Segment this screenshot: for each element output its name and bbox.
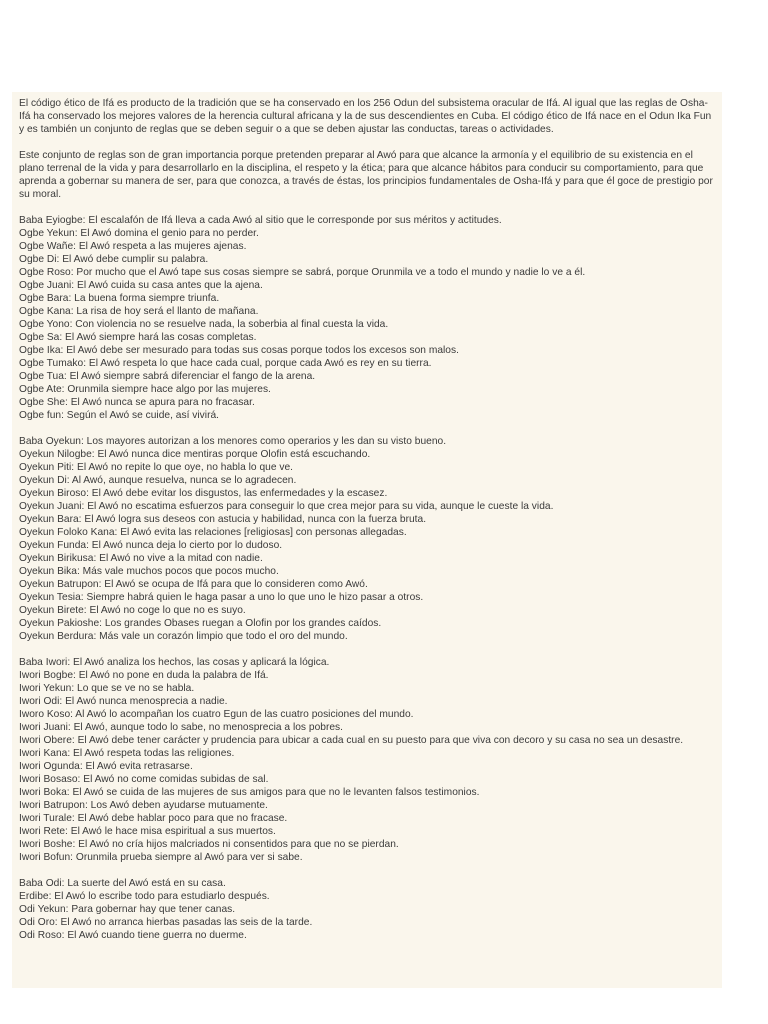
rule-line: Oyekun Piti: El Awó no repite lo que oye, no habla lo que ve.: [19, 462, 294, 473]
rule-line: Oyekun Nilogbe: El Awó nunca dice mentiras porque Olofin está escuchando.: [19, 449, 371, 460]
rule-line: Ogbe Tua: El Awó siempre sabrá diferenciar el fango de la arena.: [19, 371, 316, 382]
rule-line: Iwori Obere: El Awó debe tener carácter y prudencia para ubicar a cada cual en su puesto para que viva con decoro y su casa no sea un desastre.: [19, 735, 684, 746]
rule-line: Oyekun Juani: El Awó no escatima esfuerzos para conseguir lo que crea mejor para su vida, aunque le cueste la vida.: [19, 501, 554, 512]
rule-line: Ogbe Yono: Con violencia no se resuelve nada, la soberbia al final cuesta la vida.: [19, 319, 389, 330]
rule-line: Ogbe Tumako: El Awó respeta lo que hace cada cual, porque cada Awó es rey en su tierra.: [19, 358, 432, 369]
rule-line: Oyekun Tesia: Siempre habrá quien le haga pasar a uno lo que uno le hizo pasar a otros.: [19, 592, 424, 603]
rule-line: Iwori Yekun: Lo que se ve no se habla.: [19, 683, 195, 694]
rule-line: Iwori Juani: El Awó, aunque todo lo sabe, no menosprecia a los pobres.: [19, 722, 344, 733]
rule-line: Ogbe Juani: El Awó cuida su casa antes que la ajena.: [19, 280, 263, 291]
rule-line: Oyekun Di: Al Awó, aunque resuelva, nunca se lo agradecen.: [19, 475, 297, 486]
rule-line: Iwori Boshe: El Awó no cría hijos malcriados ni consentidos para que no se pierdan.: [19, 839, 399, 850]
rule-line: Baba Odi: La suerte del Awó está en su casa.: [19, 878, 226, 889]
rule-line: Oyekun Berdura: Más vale un corazón limpio que todo el oro del mundo.: [19, 631, 348, 642]
rule-line: Baba Eyiogbe: El escalafón de Ifá lleva a cada Awó al sitio que le corresponde por sus méritos y actitudes.: [19, 215, 502, 226]
rule-line: Oyekun Birikusa: El Awó no vive a la mitad con nadie.: [19, 553, 263, 564]
rule-line: Iwori Odi: El Awó nunca menosprecia a nadie.: [19, 696, 228, 707]
rule-line: Oyekun Birete: El Awó no coge lo que no es suyo.: [19, 605, 246, 616]
rule-line: Iwori Rete: El Awó le hace misa espiritual a sus muertos.: [19, 826, 276, 837]
rule-line: Ogbe Bara: La buena forma siempre triunfa.: [19, 293, 220, 304]
rule-line: Iwori Ogunda: El Awó evita retrasarse.: [19, 761, 193, 772]
odun-section-iwori: [19, 656, 715, 864]
rule-line: Odi Oro: El Awó no arranca hierbas pasadas las seis de la tarde.: [19, 917, 313, 928]
odun-section-odi: [19, 877, 715, 942]
rule-line: Iwori Boka: El Awó se cuida de las mujeres de sus amigos para que no le levanten falsos testimonios.: [19, 787, 480, 798]
rule-line: Oyekun Bara: El Awó logra sus deseos con astucia y habilidad, nunca con la fuerza bruta.: [19, 514, 427, 525]
odun-section-ogbe: [19, 214, 715, 422]
rule-line: Odi Roso: El Awó cuando tiene guerra no duerme.: [19, 930, 247, 941]
rule-line: Iwori Batrupon: Los Awó deben ayudarse mutuamente.: [19, 800, 268, 811]
rule-line: Ogbe Sa: El Awó siempre hará las cosas completas.: [19, 332, 257, 343]
rule-line: Ogbe Ate: Orunmila siempre hace algo por las mujeres.: [19, 384, 271, 395]
rule-line: Oyekun Foloko Kana: El Awó evita las relaciones [religiosas] con personas allegadas.: [19, 527, 407, 538]
rule-line: Ogbe Kana: La risa de hoy será el llanto de mañana.: [19, 306, 259, 317]
rule-line: Iwori Bofun: Orunmila prueba siempre al Awó para ver si sabe.: [19, 852, 303, 863]
rule-line: Iwori Bosaso: El Awó no come comidas subidas de sal.: [19, 774, 269, 785]
rule-line: Oyekun Pakioshe: Los grandes Obases ruegan a Olofin por los grandes caídos.: [19, 618, 382, 629]
rule-line: Ogbe Ika: El Awó debe ser mesurado para todas sus cosas porque todos los excesos son malos.: [19, 345, 459, 356]
rule-line: Baba Oyekun: Los mayores autorizan a los menores como operarios y les dan su visto bueno.: [19, 436, 447, 447]
rule-line: Oyekun Bika: Más vale muchos pocos que pocos mucho.: [19, 566, 279, 577]
rule-line: Ogbe Yekun: El Awó domina el genio para no perder.: [19, 228, 259, 239]
rule-line: Oyekun Batrupon: El Awó se ocupa de Ifá para que lo consideren como Awó.: [19, 579, 368, 590]
document-body: [19, 97, 715, 942]
rule-line: Iwori Kana: El Awó respeta todas las religiones.: [19, 748, 235, 759]
rule-line: Oyekun Funda: El Awó nunca deja lo cierto por lo dudoso.: [19, 540, 283, 551]
rule-line: Odi Yekun: Para gobernar hay que tener canas.: [19, 904, 236, 915]
rule-line: Ogbe Di: El Awó debe cumplir su palabra.: [19, 254, 209, 265]
rule-line: Iworo Koso: Al Awó lo acompañan los cuatro Egun de las cuatro posiciones del mundo.: [19, 709, 414, 720]
intro-paragraph: Este conjunto de reglas son de gran importancia porque pretenden preparar al Awó para que alcance la armonía y el equilibrio de su existencia en el plano terrenal de la vida y para desarrollarlo en la disciplina, el respeto y la ética; para que alcance hábitos para conducir su comportamiento, para que aprenda a gobernar su manera de ser, para que conozca, a través de éstas, los principios fundamentales de Osha-Ifá y para que él goce de prestigio por su moral.: [19, 150, 713, 200]
rule-line: Oyekun Biroso: El Awó debe evitar los disgustos, las enfermedades y la escasez.: [19, 488, 388, 499]
rule-line: Ogbe She: El Awó nunca se apura para no fracasar.: [19, 397, 255, 408]
rule-line: Ogbe Wañe: El Awó respeta a las mujeres ajenas.: [19, 241, 247, 252]
rule-line: Erdibe: El Awó lo escribe todo para estudiarlo después.: [19, 891, 270, 902]
document-page: [12, 92, 722, 988]
rule-line: Iwori Turale: El Awó debe hablar poco para que no fracase.: [19, 813, 288, 824]
rule-line: Iwori Bogbe: El Awó no pone en duda la palabra de Ifá.: [19, 670, 269, 681]
rule-line: Baba Iwori: El Awó analiza los hechos, las cosas y aplicará la lógica.: [19, 657, 330, 668]
rule-line: Ogbe fun: Según el Awó se cuide, así vivirá.: [19, 410, 220, 421]
odun-section-oyekun: [19, 435, 715, 643]
rule-line: Ogbe Roso: Por mucho que el Awó tape sus cosas siempre se sabrá, porque Orunmila ve a todo el mundo y nadie lo ve a él.: [19, 267, 586, 278]
intro-paragraph: El código ético de Ifá es producto de la tradición que se ha conservado en los 256 Odun del subsistema oracular de Ifá. Al igual que las reglas de Osha-Ifá ha conservado los mejores valores de la herencia cultural africana y la de sus descendientes en Cuba. El código ético de Ifá nace en el Odun Ika Fun y es también un conjunto de reglas que se deben seguir o a que se deben ajustar las conductas, tareas o actividades.: [19, 98, 712, 135]
